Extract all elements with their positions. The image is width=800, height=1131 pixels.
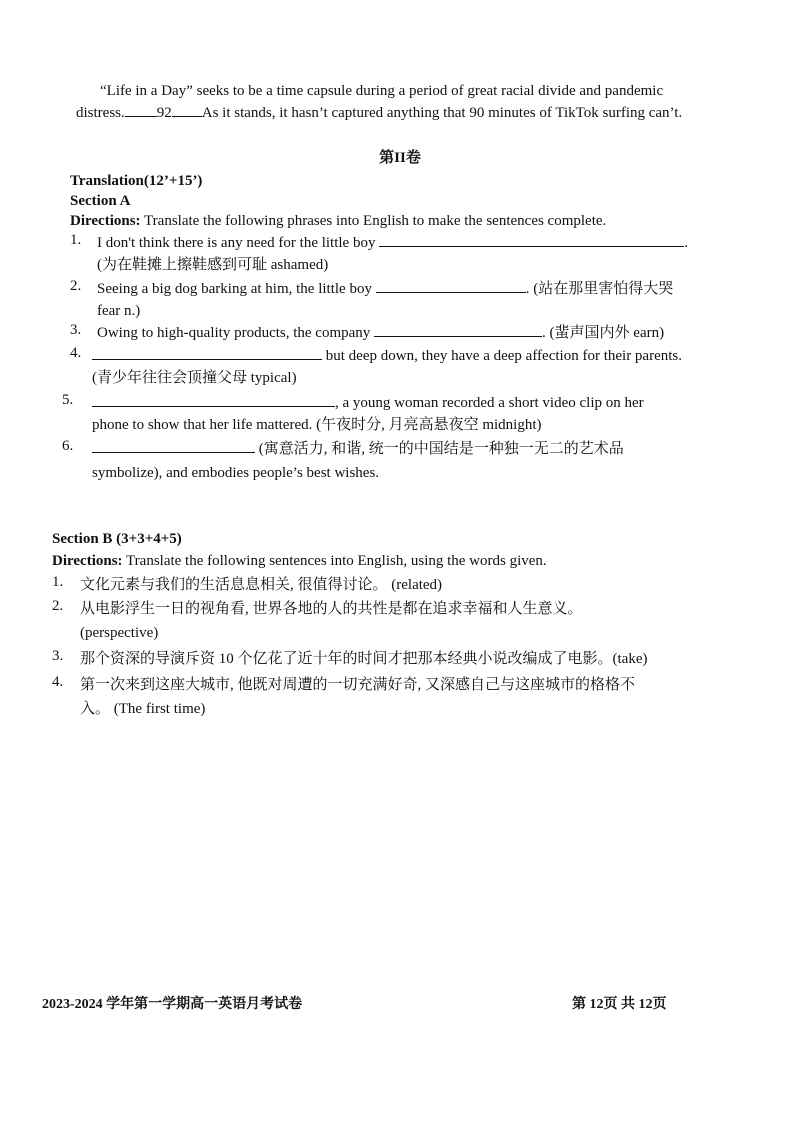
section-a-item-5 <box>92 392 644 414</box>
section-a-item-3 <box>97 322 664 344</box>
section-a-item-4 <box>92 345 682 367</box>
item-text: Seeing a big dog barking at him, the little boy <box>97 281 372 297</box>
passage-line-2-start: distress. <box>76 105 125 121</box>
blank-number: 92 <box>156 105 172 121</box>
passage-line-2-end: As it stands, it hasn’t captured anything that 90 minutes of TikTok surfing can’t. <box>201 105 683 121</box>
answer-blank <box>125 102 157 117</box>
item-hint: fear n.) <box>97 303 141 319</box>
item-number: 4. <box>52 674 64 690</box>
section-a-item-1 <box>97 232 688 254</box>
item-number: 3. <box>70 322 82 338</box>
item-hint: (青少年往往会顶撞父母 typical) <box>92 370 297 386</box>
item-number: 3. <box>52 648 64 664</box>
section-b-item-2: 从电影浮生一日的视角看, 世界各地的人的共性是都在追求幸福和人生意义。 <box>80 601 583 617</box>
item-end: . (站在那里害怕得大哭 <box>525 281 674 297</box>
item-text: but deep down, they have a deep affection for their parents. <box>322 348 682 364</box>
part-title: 第II卷 <box>379 150 421 166</box>
item-number: 4. <box>70 345 82 361</box>
answer-blank <box>374 322 542 337</box>
section-b-item-4-cont: 入。 (The first time) <box>80 701 206 717</box>
section-b-item-4: 第一次来到这座大城市, 他既对周遭的一切充满好奇, 又深感自己与这座城市的格格不 <box>80 677 636 693</box>
answer-blank <box>379 232 684 247</box>
item-end: . (蜚声国内外 earn) <box>542 325 665 341</box>
item-end: . <box>684 235 688 251</box>
section-b-title: Section B (3+3+4+5) <box>52 531 182 547</box>
directions-label: Directions: <box>70 213 141 229</box>
section-b-item-2-cont: (perspective) <box>80 625 159 641</box>
answer-blank <box>92 345 322 360</box>
section-b-directions <box>52 550 547 572</box>
item-number: 6. <box>62 438 74 454</box>
item-number: 5. <box>62 392 74 408</box>
item-text: (寓意活力, 和谐, 统一的中国结是一种独一无二的艺术品 <box>258 441 624 457</box>
item-hint: (为在鞋摊上擦鞋感到可耻 ashamed) <box>97 257 329 273</box>
item-hint: phone to show that her life mattered. (午夜时分, 月亮高悬夜空 midnight) <box>92 417 542 433</box>
answer-blank <box>376 278 526 293</box>
item-hint: symbolize), and embodies people’s best wishes. <box>92 465 380 481</box>
directions-text: Translate the following sentences into English, using the words given. <box>122 553 547 569</box>
item-number: 1. <box>52 574 64 590</box>
section-a-title: Section A <box>70 193 131 209</box>
directions-label: Directions: <box>52 553 123 569</box>
item-number: 2. <box>52 598 64 614</box>
translation-heading: Translation(12’+15’) <box>70 173 203 189</box>
section-a-item-6 <box>92 438 624 460</box>
answer-blank <box>92 392 335 407</box>
item-text: , a young woman recorded a short video clip on her <box>335 395 644 411</box>
directions-text: Translate the following phrases into English to make the sentences complete. <box>140 213 607 229</box>
passage-line-2 <box>76 102 682 124</box>
section-b-item-1: 文化元素与我们的生活息息相关, 很值得讨论。 (related) <box>80 577 443 593</box>
answer-blank <box>172 102 202 117</box>
item-text: Owing to high-quality products, the company <box>97 325 371 341</box>
section-a-item-2 <box>97 278 673 300</box>
answer-blank <box>92 438 255 453</box>
footer-page-number: 第 12页 共 12页 <box>572 997 667 1012</box>
section-a-directions <box>70 210 606 232</box>
section-b-item-3: 那个资深的导演斥资 10 个亿花了近十年的时间才把那本经典小说改编成了电影。(take) <box>80 651 648 667</box>
passage-line-1: “Life in a Day” seeks to be a time capsule during a period of great racial divide and pandemic <box>100 83 664 99</box>
item-text: I don't think there is any need for the little boy <box>97 235 376 251</box>
item-number: 2. <box>70 278 82 294</box>
footer-exam-title: 2023-2024 学年第一学期高一英语月考试卷 <box>42 997 303 1012</box>
item-number: 1. <box>70 232 82 248</box>
